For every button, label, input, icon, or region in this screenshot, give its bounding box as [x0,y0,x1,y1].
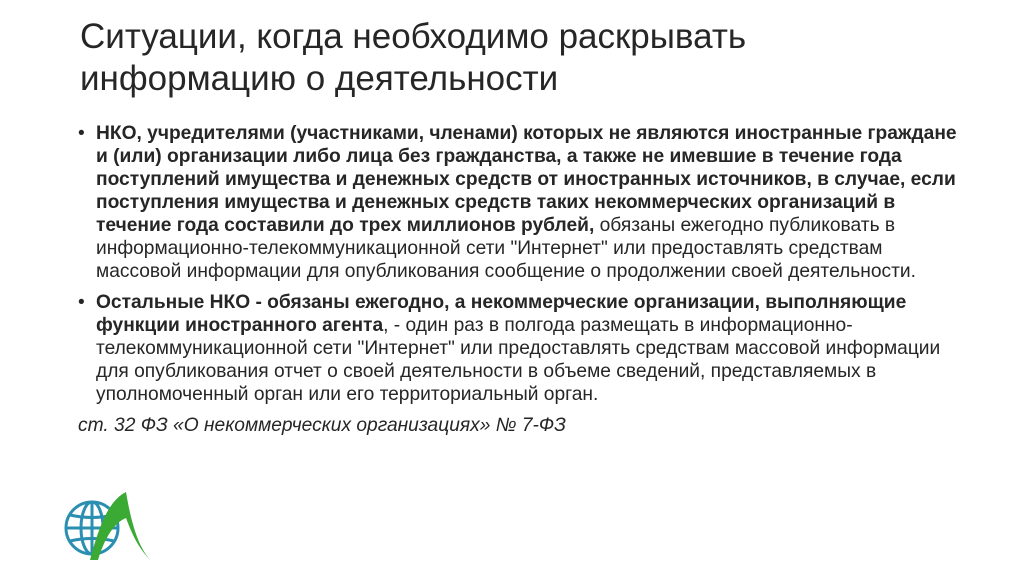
bullet-mark: • [78,292,85,313]
slide-title: Ситуации, когда необходимо раскрывать информацию о деятельности [80,17,747,98]
bullet-item [78,291,958,406]
bullet-regular-text: обязаны ежегодно публиковать в информационно-телекоммуникационной сети "Интернет" или предоставлять средствам массовой информации для опубликования сообщение о продолжении своей деятельности. [96,215,916,282]
law-citation: ст. 32 ФЗ «О некоммерческих организациях» № 7-ФЗ [78,415,566,436]
bullet-bold-text: Остальные НКО - обязаны ежегодно, а некоммерческие организации, выполняющие функции иностранного агента [96,292,907,336]
globe-leaf-logo [60,488,155,566]
slide-content [78,122,958,437]
bullet-item [78,122,958,283]
bullet-mark: • [78,123,85,144]
bullet-regular-text: , - один раз в полгода размещать в информационно-телекоммуникационной сети "Интернет" или предоставлять средствам массовой информации для опубликования отчет о своей деятельности в объеме сведений, представляемых в уполномоченный орган или его территориальный орган. [96,315,941,405]
bullet-bold-text: НКО, учредителями (участниками, членами) которых не являются иностранные граждане и (или) организации либо лица без гражданства, а также не имевшие в течение года поступлений имущества и денежных средств от иностранных источников, в случае, если поступления имущества и денежных средств таких некоммерческих организаций в течение года составили до трех миллионов рублей, [96,123,957,236]
